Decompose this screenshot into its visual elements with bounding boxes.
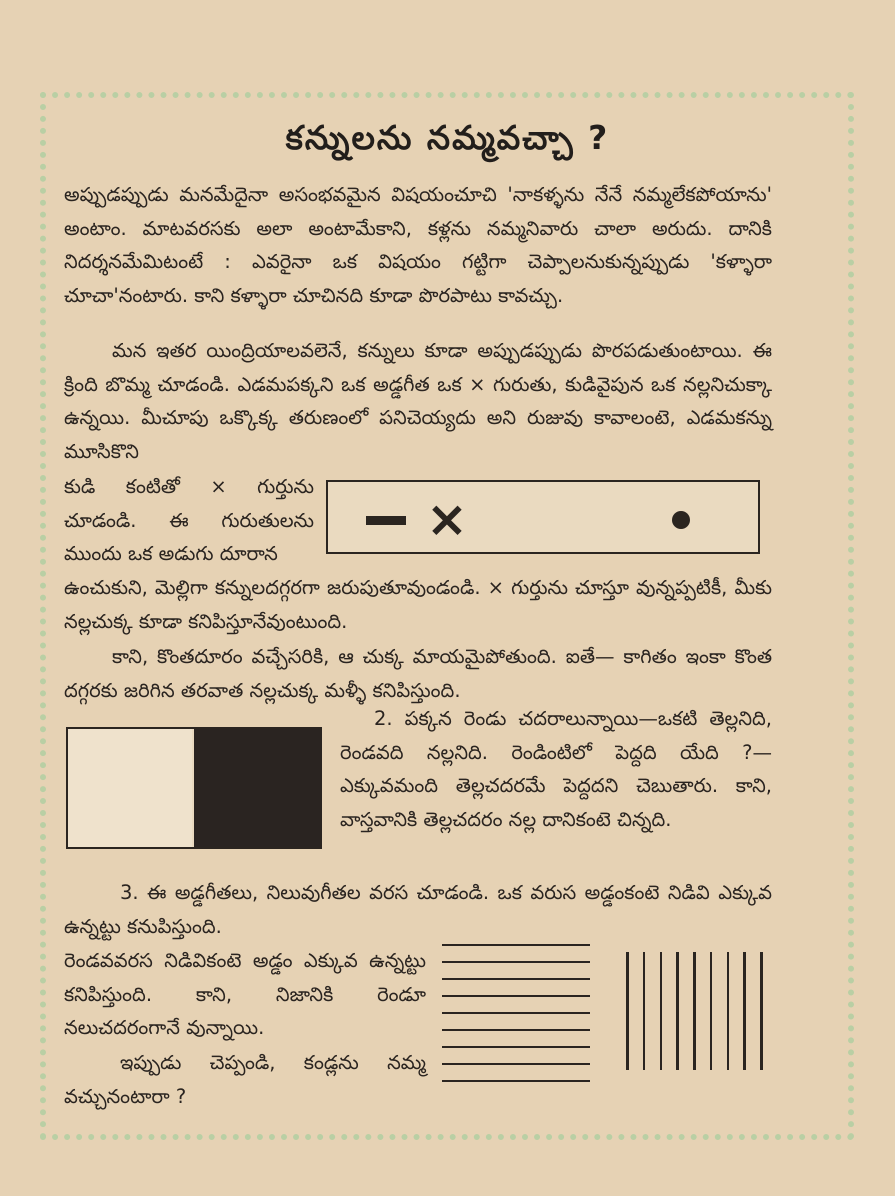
vertical-line <box>727 952 730 1070</box>
vertical-line <box>676 952 679 1070</box>
horizontal-line <box>442 1012 590 1014</box>
vertical-line <box>760 952 763 1070</box>
vertical-lines-figure <box>626 952 766 1072</box>
paragraph-move-closer: ఉంచుకుని, మెల్లిగా కన్నులదగ్గరగా జరుపుతూవుండండి. × గుర్తును చూస్తూ వున్నప్పటికీ, మీకు నల్లచుక్క కూడా కనిపిస్తూనేవుంటుంది. <box>64 576 772 633</box>
black-square <box>194 729 320 847</box>
horizontal-line <box>442 995 590 997</box>
horizontal-line <box>442 1046 590 1048</box>
horizontal-line <box>442 1063 590 1065</box>
horizontal-line <box>442 1029 590 1031</box>
blind-spot-figure <box>326 480 760 554</box>
vertical-line <box>643 952 646 1070</box>
paragraph-lines-square: రెండవవరస నిడివికంటె అడ్డం ఎక్కువ ఉన్నట్టు కనిపిస్తుంది. కాని, నిజానికి రెండూ నలుచదరంగానే వున్నాయి. <box>64 949 426 1039</box>
paragraph-eyes-err: మన ఇతర యింద్రియాలవలెనే, కన్నులు కూడా అప్పుడప్పుడు పొరపడుతుంటాయి. ఈ క్రింది బొమ్మ చూడండి. ఎడమపక్కని ఒక అడ్డగీత ఒక × గురుతు, కుడివైపున ఒక నల్లనిచుక్కా ఉన్నయి. మీచూపు ఒక్కొక్క తరుణంలో పనిచెయ్యదు అని రుజువు కావాలంటె, ఎడమకన్ను మూసికొని <box>64 339 772 463</box>
vertical-line <box>626 952 629 1070</box>
horizontal-line <box>442 1080 590 1082</box>
paragraph-lines-intro: 3. ఈ అడ్డగీతలు, నిలువుగీతల వరస చూడండి. ఒక వరుస అడ్డంకంటె నిడివి ఎక్కువ ఉన్నట్టు కనుపిస్తుంది. <box>64 881 772 938</box>
paragraph-squares: 2. పక్కన రెండు చదరాలున్నాయి—ఒకటి తెల్లనిది, రెండవది నల్లనిది. రెండింటిలో పెద్దది యేది ?—ఎక్కువమంది తెల్లచదరమే పెద్దదని చెబుతారు. కాని, వాస్తవానికి తెల్లచదరం నల్ల దానికంటె చిన్నది. <box>340 707 772 831</box>
paragraph-right-eye: కుడి కంటితో × గుర్తును చూడండి. ఈ గురుతులను ముందు ఒక అడుగు దూరాన <box>64 475 314 565</box>
cross-mark: × <box>426 490 468 548</box>
page-title: కన్నులను నమ్మవచ్చా ? <box>285 118 610 157</box>
horizontal-line <box>442 978 590 980</box>
horizontal-line <box>442 944 590 946</box>
dash-mark <box>366 516 406 525</box>
horizontal-lines-figure <box>442 944 590 1084</box>
vertical-line <box>660 952 663 1070</box>
white-square <box>68 729 192 847</box>
paragraph-closing-question: ఇప్పుడు చెప్పండి, కండ్లను నమ్మ వచ్చునంటారా ? <box>64 1051 426 1108</box>
paragraph-dot-vanish: కాని, కొంతదూరం వచ్చేసరికి, ఆ చుక్క మాయమైపోతుంది. ఐతే— కాగితం ఇంకా కొంత దగ్గరకు జరిగిన తరవాత నల్లచుక్క మళ్ళీ కనిపిస్తుంది. <box>64 645 772 702</box>
vertical-line <box>693 952 696 1070</box>
black-dot <box>672 511 690 529</box>
paragraph-intro: అప్పుడప్పుడు మనమేదైనా అసంభవమైన విషయంచూచి 'నాకళ్ళను నేనే నమ్మలేకపోయాను' అంటాం. మాటవరసకు అలా అంటామేకాని, కళ్లను నమ్మనివారు చాలా అరుదు. దానికి నిదర్శనమేమిటంటే : ఎవరైనా ఒక విషయం గట్టిగా చెప్పాలనుకున్నప్పుడు 'కళ్ళారా చూచా'నంటారు. కాని కళ్ళారా చూచినది కూడా పొరపాటు కావచ్చు. <box>64 183 772 307</box>
vertical-line <box>743 952 746 1070</box>
vertical-line <box>710 952 713 1070</box>
squares-figure <box>66 727 322 849</box>
horizontal-line <box>442 961 590 963</box>
